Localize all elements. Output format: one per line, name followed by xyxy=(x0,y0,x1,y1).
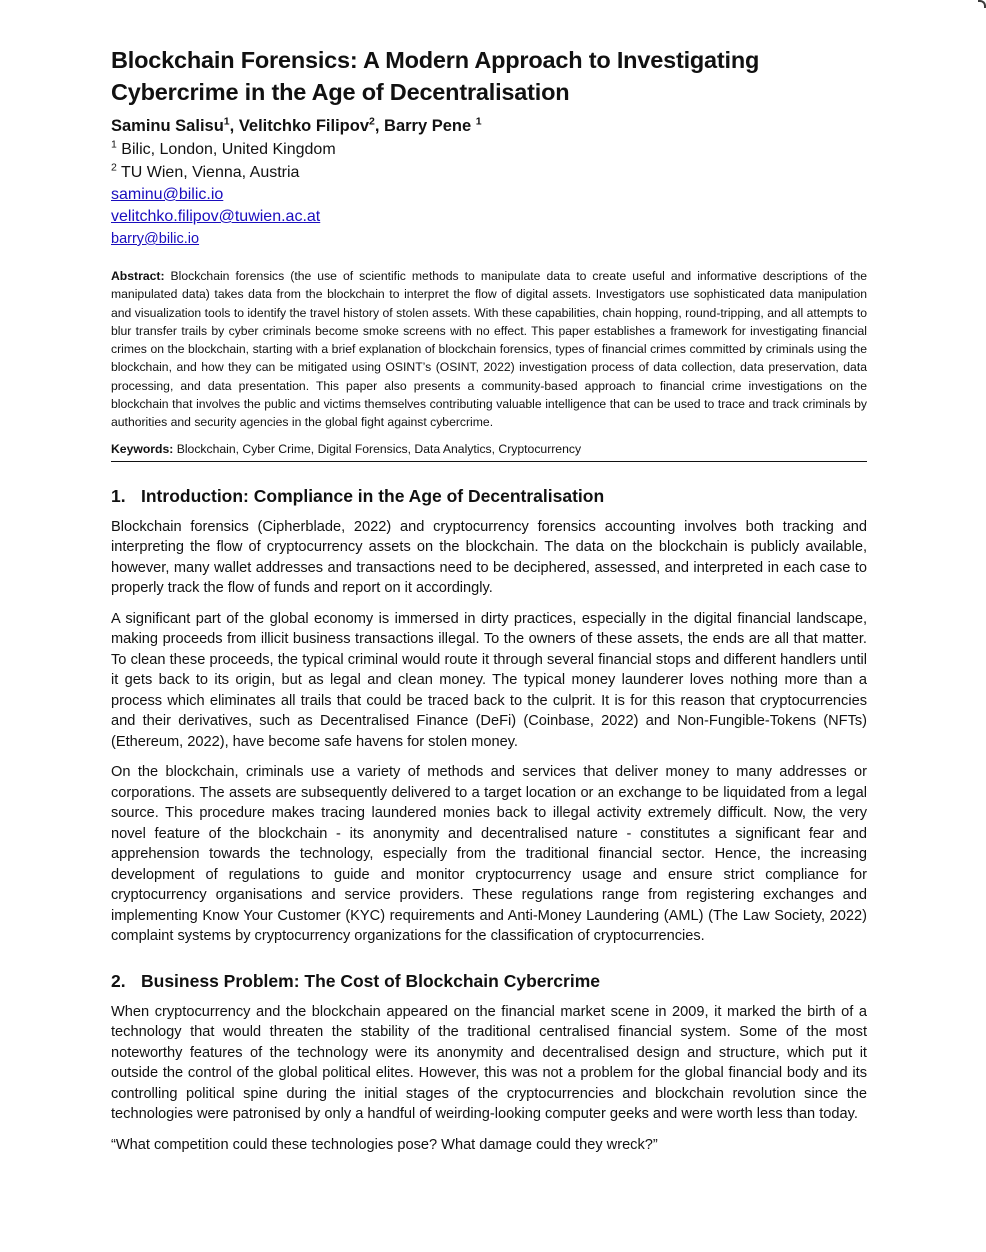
window-corner xyxy=(978,0,986,8)
paper-title: Blockchain Forensics: A Modern Approach to Investigating Cybercrime in the Age of Decentralisation xyxy=(111,47,760,105)
section-title: Business Problem: The Cost of Blockchain Cybercrime xyxy=(141,970,601,991)
affiliation-mark: 1 xyxy=(111,138,117,151)
author-name: Barry Pene xyxy=(384,117,476,135)
author-list xyxy=(111,114,867,138)
section-number: 2. xyxy=(111,970,126,991)
affiliation-mark: 2 xyxy=(369,115,375,128)
section-heading-introduction xyxy=(111,484,867,508)
author-separator: , xyxy=(374,117,385,135)
email-link-barry[interactable]: barry@bilic.io xyxy=(111,231,200,247)
email-link-saminu[interactable]: saminu@bilic.io xyxy=(111,186,224,203)
section-title: Introduction: Compliance in the Age of Decentralisation xyxy=(141,485,605,506)
section-number: 1. xyxy=(111,485,126,506)
keywords-label: Keywords: xyxy=(111,441,174,456)
abstract xyxy=(111,267,867,432)
abstract-text: Blockchain forensics (the use of scientific methods to manipulate data to create useful and informative descriptions of the manipulated data) takes data from the blockchain to interpret the flow of digital assets. Investigators use sophisticated data manipulation and visualization tools to identify the travel history of stolen assets. With these capabilities, chain hopping, round-tripping, and all attempts to blur transfer trails by cyber criminals become smoke screens with no effect. This paper establishes a framework for investigating financial crimes on the blockchain, starting with a brief explanation of blockchain forensics, types of financial crimes committed by criminals using the blockchain, and how they can be mitigated using OSINT’s (OSINT, 2022) investigation process of data collection, data preservation, data processing, and data presentation. This paper also presents a community-based approach to financial crime investigations on the blockchain that involves the public and victims themselves contributing valuable intelligence that can be used to trace and track criminals by authorities and security agencies in the global fight against cybercrime. xyxy=(111,269,867,430)
affiliation-mark: 2 xyxy=(111,161,117,174)
email-link-velitchko[interactable]: velitchko.filipov@tuwien.ac.at xyxy=(111,208,321,225)
author-separator: , xyxy=(229,117,239,135)
section-heading-business-problem xyxy=(111,969,867,993)
body-paragraph: On the blockchain, criminals use a variety of methods and services that deliver money to many addresses or corporations. The assets are subsequently delivered to a target location or an exchange to be liquidated from a legal source. This procedure makes tracing laundered monies back to illegal activity extremely difficult. Now, the very novel feature of the blockchain - its anonymity and decentralised nature - constitutes a significant fear and apprehension towards the technology, especially from the traditional financial sector. Hence, the increasing development of regulations to guide and monitor cryptocurrency usage and ensure strict compliance for cryptocurrency organisations and service providers. These regulations range from registering exchanges and implementing Know Your Customer (KYC) requirements and Anti-Money Laundering (AML) (The Law Society, 2022) complaint systems by cryptocurrency organizations for the classification of cryptocurrencies. xyxy=(111,764,867,945)
author-name: Saminu Salisu xyxy=(111,117,224,135)
keywords-text: Blockchain, Cyber Crime, Digital Forensics, Data Analytics, Cryptocurrency xyxy=(173,441,582,456)
abstract-label: Abstract: xyxy=(111,269,165,283)
quote-paragraph: “What competition could these technologies pose? What damage could they wreck?” xyxy=(111,1136,658,1153)
affiliation-mark: 1 xyxy=(223,115,230,128)
affiliation-text: Bilic, London, United Kingdom xyxy=(116,141,336,158)
author-name: Velitchko Filipov xyxy=(238,117,370,135)
affiliation xyxy=(111,138,867,161)
paper-page xyxy=(111,44,867,1165)
body-paragraph: When cryptocurrency and the blockchain appeared on the financial market scene in 2009, it marked the birth of a technology that would threaten the stability of the traditional centralised financial system. Some of the most noteworthy features of the technology were its anonymity and decentralised design and structure, which put it outside the control of the global political elites. However, this was not a problem for the global financial body and its controlling political spine during the initial stages of the cryptocurrencies and blockchain revolution since the technologies were patronised by only a handful of weirding-looking computer geeks and were worth less than today. xyxy=(111,1003,867,1123)
keywords xyxy=(111,440,867,462)
affiliation-text: TU Wien, Vienna, Austria xyxy=(116,164,300,181)
affiliation xyxy=(111,161,867,184)
body-paragraph: Blockchain forensics (Cipherblade, 2022) and cryptocurrency forensics accounting involves both tracking and interpreting the flow of cryptocurrency assets on the blockchain. The data on the blockchain is publicly available, however, many wallet addresses and transactions need to be deciphered, assessed, and interpreted in each case to properly track the flow of funds and report on it accordingly. xyxy=(111,518,867,597)
body-paragraph: A significant part of the global economy is immersed in dirty practices, especially in the digital financial landscape, making proceeds from illicit business transactions illegal. To the owners of these assets, the ends are all that matter. To clean these proceeds, the typical criminal would route it through several financial stops and different handlers until it gets back to its origin, but as legal and clean money. The typical money launderer loves nothing more than a process which eliminates all trails that could be traced back to the culprit. It is for this reason that cryptocurrencies and their derivatives, such as Decentralised Finance (DeFi) (Coinbase, 2022) and Non-Fungible-Tokens (NFTs) (Ethereum, 2022), have become safe havens for stolen money. xyxy=(111,610,867,750)
affiliation-mark: 1 xyxy=(475,115,482,128)
